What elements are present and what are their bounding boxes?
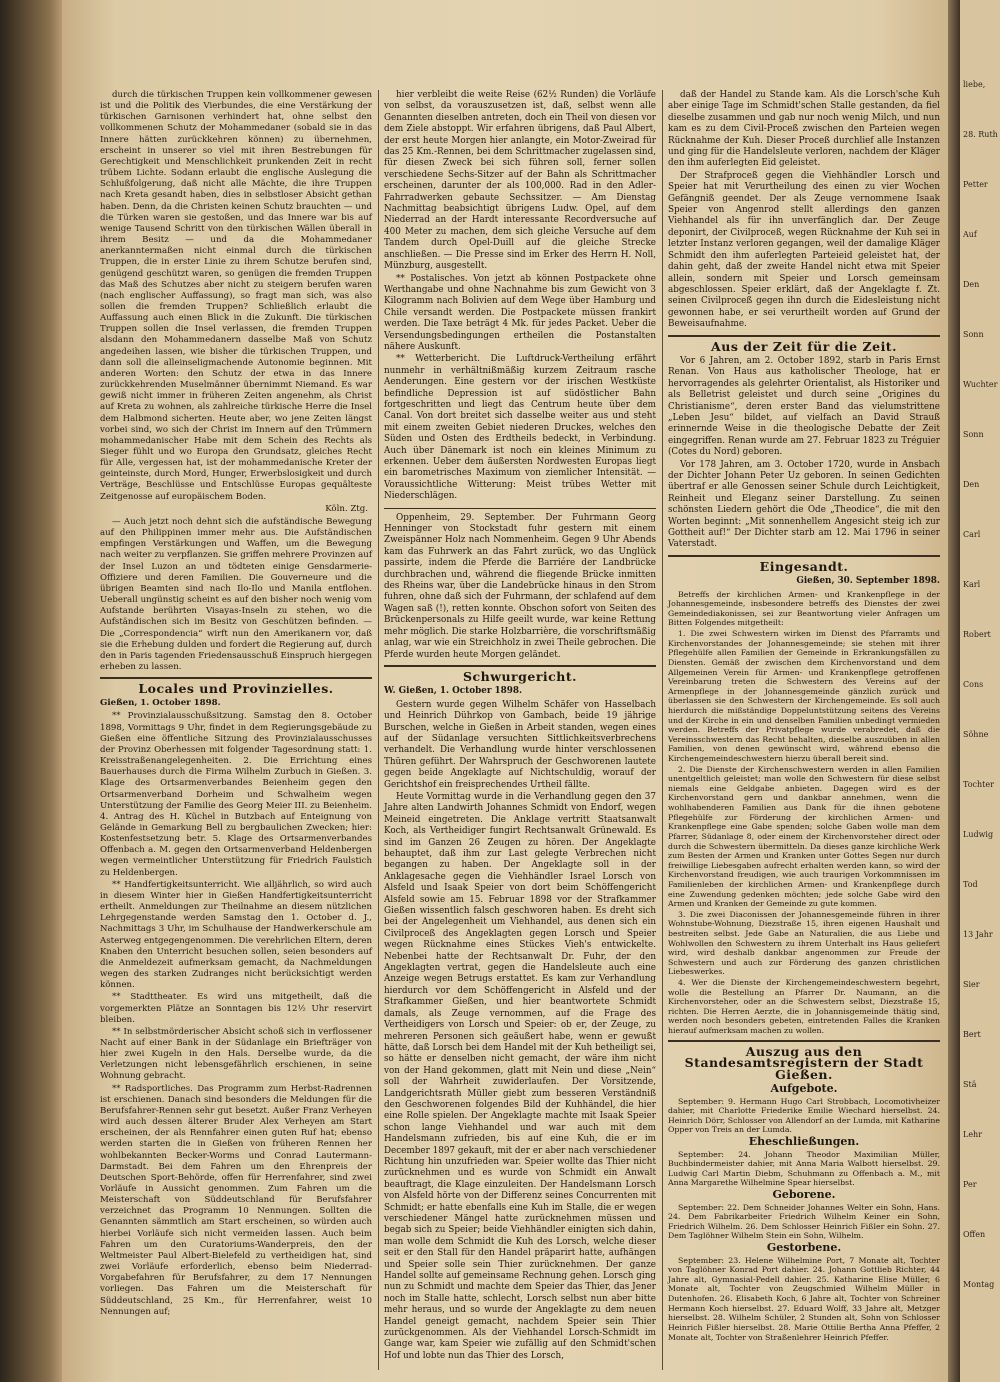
adjacent-page-edge (960, 0, 1000, 1382)
register-text: September: 24. Johann Theodor Maximilian Müller, Buchbindermeister dahier, mit Anna Maria Walbott hierselbst. 29. Ludwig Carl Martin Diebm, Schuhmann zu Offenbach a. M., mit Anna Margarethe Wilhelmine Spear hierselbst. (668, 1149, 940, 1188)
edge-text-fragment: Per (963, 1180, 977, 1189)
notice-text: 2. Die Dienste der Kirchenschwestern werden in allen Familien unentgeltlich geleistet; man wolle den Schwestern für diese selbst niemals eine Geldgabe anbieten. Dagegen wird es der Kirchenvorstand gern und dankbar annehmen, wenn die wohlhabenderen Familien aus Dank für die ihnen gebotene Pflegehülfe zur Förderung der kirchlichen Armen- und Krankenpflege eine Gabe spenden; solche Gaben wolle man dem Pfarrer, Südanlage 8, oder einem der Kirchenvorsteher direct oder durch die Schwestern übermitteln. Da dieses ganze kirchliche Werk zum Besten der Armen und Kranken unter Gottes Segen nur durch freiwillige Liebesgaben aufrecht erhalten werden kann, so wird der Kirchenvorstand freudigen, wie auch traurigen Vorkommnissen im Familienleben der kirchlichen Armen- und Krankenpflege durch eine Zuwendung gedenken möchten; jede solche Gabe wird den Armen und Kranken der Gemeinde zu gute kommen. (668, 764, 940, 909)
edge-text-fragment: Auf (963, 230, 977, 239)
section-divider (668, 335, 940, 337)
article-text: ** Provinzialausschußsitzung. Samstag den 8. October 1898, Vormittags 9 Uhr, findet in dem Regierungsgebäude zu Gießen eine öffentliche Sitzung des Provinzialausschusses der Provinz Oberhessen mit folgender Tagesordnung statt: 1. Kreisstraßenangelegenheiten. 2. Die Errichtung eines Bauerhauses durch die Firma Wilhelm Zurbuch in Gießen. 3. Klage des Ortsarmenverbandes Beienheim gegen den Ortsarmenverband Dorheim und Schwalheim wegen Unterstützung der Familie des Georg Meier III. zu Beienheim. 4. Antrag des H. Küchel in Butzbach auf Enteignung von Gelände in Gemarkung Bell zu bergbaulichen Zwecken; hier: Kostenfestsetzung betr. 5. Klage des Ortsarmenverbandes Offenbach a. M. gegen den Ortsarmenverband Heldenbergen wegen vermeintlicher Unterstützung für Friedrich Faulstich zu Heldenbergen. (100, 711, 372, 878)
article-text: ** Handfertigkeitsunterricht. Wie alljährlich, so wird auch in diesem Winter hier in Gießen Handfertigkeitsunterricht ertheilt. Anmeldungen zur Theilnahme an diesem nützlichen Lehrgegenstande werden Samstag den 1. October d. J., Nachmittags 3 Uhr, im Schulhause der Handwerkerschule am Asterweg entgegengenommen. Die verehrlichen Eltern, deren Knaben den Unterricht besuchen sollen, seien besonders auf die Anmeldezeit aufmerksam gemacht, da Nachmeldungen wegen des starken Zudranges nicht berücksichtigt werden können. (100, 879, 372, 991)
article-text: ** Postalisches. Von jetzt ab können Postpackete ohne Werthangabe und ohne Nachnahme bis zum Gewicht von 3 Kilogramm nach Bolivien auf dem Wege über Hamburg und Chile versandt werden. Die Postpackete müssen frankirt werden. Die Taxe beträgt 4 Mk. für jedes Packet. Ueber die Versendungsbedingungen ertheilen die Postanstalten nähere Auskunft. (384, 273, 656, 352)
article-text: Vor 6 Jahren, am 2. October 1892, starb in Paris Ernst Renan. Von Haus aus katholischer Theologe, hat er hervorragendes als gelehrter Orientalist, als Historiker und als Belletrist geleistet und durch seine „Origines du Christianisme“, deren erster Band das vielumstrittene „Leben Jesu“ bildet, auf vielfach an David Strauß erinnernde Weise in die theologische Debatte der Zeit eingegriffen. Renan wurde am 27. Februar 1823 zu Tréguier (Cotes du Nord) geboren. (668, 355, 940, 458)
edge-text-fragment: Petter (963, 180, 988, 189)
dateline: W. Gießen, 1. October 1898. (384, 686, 523, 697)
edge-text-fragment: Stä (963, 1080, 977, 1089)
edge-text-fragment: Bert (963, 1030, 981, 1039)
edge-text-fragment: Tochter (963, 780, 994, 789)
article-divider (384, 508, 656, 509)
section-heading: Auszug aus den Standesamtsregistern der Stadt Gießen. (684, 1043, 924, 1082)
edge-text-fragment: Carl (963, 530, 981, 539)
source-signature: Köln. Ztg. (325, 503, 368, 514)
article-text: ** In selbstmörderischer Absicht schoß sich in verflossener Nacht auf einer Bank in der Südanlage ein Briefträger von hier zwei Kugeln in den Hals. Derselbe wurde, da die Verletzungen nicht lebensgefährlich erschienen, in seine Wohnung gebracht. (100, 1026, 372, 1082)
column-divider (662, 90, 663, 1370)
register-subheading: Aufgebote. (770, 1081, 838, 1095)
article-text: ** Wetterbericht. Die Luftdruck-Vertheilung erfährt nunmehr in verhältnißmäßig kurzem Zeitraum rasche Aenderungen. Eine gestern vor der irischen Westküste befindliche Depression ist auf südöstlicher Bahn fortgeschritten und liegt das Centrum heute über dem Canal. Von dort breitet sich dasselbe weiter aus und steht mit einem zweiten Gebiet niederen Druckes, welches den Süden und Osten des Erdtheils bedeckt, in Verbindung. Auch über Dänemark ist noch ein kleines Minimum zu erkennen. Ueber dem äußersten Nordwesten Europas liegt ein barometrisches Maximum von ziemlicher Intensität. — Voraussichtliche Witterung: Meist trübes Wetter mit Niederschlägen. (384, 354, 656, 502)
edge-text-fragment: Sonn (963, 430, 984, 439)
article-text: Oppenheim, 29. September. Der Fuhrmann Georg Henninger von Stockstadt fuhr gestern mit einem Zweispänner Holz nach Nommenheim. Gegen 9 Uhr Abends kam das Fuhrwerk an das Fahrt zurück, wo das Unglück passirte, indem die Pferde die Barriére der Landbrücke durchbrachen und, während die fliegende Brücke inmitten des Rheins war, über die Landebrücke hinaus in den Strom fuhren, ohne daß sich der Fuhrmann, der schlafend auf dem Wagen saß (!), retten konnte. Obschon sofort von Seiten des Brückenpersonals zu Hilfe geeilt wurde, war keine Rettung mehr möglich. Die starke Holzbarrière, die vorschriftsmäßig anlag, war wie ein Streichholz in zwei Theile gebrochen. Die Pferde wurden heute Morgen geländet. (384, 512, 656, 660)
section-divider (100, 677, 372, 679)
edge-text-fragment: Tod (963, 880, 978, 889)
section-heading: Locales und Provinzielles. (138, 681, 334, 697)
column-2 (384, 90, 656, 1363)
notice-text: Betreffs der kirchlichen Armen- und Krankenpflege in der Johannesgemeinde, insbesondere betreffs des Dienstes der zwei Gemeindediakonissen, sei zur Beantwortung vieler Anfragen um Bitten Folgendes mitgetheilt: (668, 589, 940, 628)
edge-text-fragment: Den (963, 280, 980, 289)
section-divider (668, 555, 940, 557)
register-text: September: 22. Dem Schneider Johannes Welter ein Sohn, Hans. 24. Dem Fabrikarbeiter Friedrich Wilhelm Keiner ein Sohn, Friedrich Wilhelm. 26. Dem Schlosser Heinrich Fißler ein Sohn. 27. Dem Taglöhner Wilhelm Stein ein Sohn, Wilhelm. (668, 1202, 940, 1241)
edge-text-fragment: Den (963, 480, 980, 489)
section-divider (668, 1040, 940, 1042)
column-divider (378, 90, 379, 1370)
article-text: ** Radsportliches. Das Programm zum Herbst-Radrennen ist erschienen. Danach sind besonders die Meldungen für die Berufsfahrer-Rennen sehr gut besetzt. Außer Franz Verheyen wird auch dessen älterer Bruder Alex Verheyen am Start erscheinen, der als Rennfahrer einen guten Ruf hat; ebenso werden starten die in Gießen von früheren Rennen her wohlbekannten Becker-Worms und Conrad Lautermann-Darmstadt. Bei dem Fahren um den Ehrenpreis der Deutschen Sport-Behörde, offen für Herrenfahrer, sind zwei Vorläufe in Aussicht genommen. Zum Fahren um die Meisterschaft von Süddeutschland für Berufsfahrer verzeichnet das Programm 10 Nennungen. Sollten die Genannten sämmtlich am Start erscheinen, so würden auch hierbei Vorläufe sich nicht vermeiden lassen. Auch beim Fahren um den Curatoriums-Wanderpreis, den der Weltmeister Paul Albert-Bielefeld zu vertheidigen hat, sind zwei Vorläufe erforderlich, ebenso beim Niederrad-Vorgabefahren für Berufsfahrer, zu dem 17 Nennungen vorliegen. Das Fahren um die Meisterschaft für Süddeutschland, 25 Km., für Herrenfahrer, weist 10 Nennungen auf; (100, 1083, 372, 1317)
edge-text-fragment: Karl (963, 580, 981, 589)
section-heading: Aus der Zeit für die Zeit. (711, 338, 897, 354)
article-text: durch die türkischen Truppen kein vollkommener gewesen ist und die Politik des Vierbundes, die eine Verstärkung der türkischen Garnisonen verhindert hat, ohne selbst den vollkommenen Schutz der Mohammedaner (sobald sie in das Innere hätten zurückkehren können) zu übernehmen, erscheint in unserer so viel mit ihren Bestrebungen für Gerechtigkeit und Menschlichkeit prunkenden Zeit in recht trübem Lichte. Sodann erlaubt die englische Auslegung die Schlußfolgerung, daß nicht alle Mächte, die ihre Truppen nach Kreta gesandt haben, dies in selbstloser Absicht gethan haben. Denn, da die Christen keinen Schutz brauchten — und die Türken waren sie gestoßen, und das Innere war bis auf wenige Tausend Schritt von den türkischen Wällen überall in ihrem Besitz — und da die Mohammedaner anerkanntermaßen nicht einmal durch die türkischen Truppen, die in erster Linie zu ihrem Schutze berufen sind, genügend geschützt waren, so genügen die fremden Truppen das Maß des Schutzes aber nicht zu steigern berufen waren (nach englischer Auffassung), so fragt man sich, was also sollen die fremden Truppen? Schließlich erlaubt die Auffassung auch einen Blick in die Zukunft. Die türkischen Truppen sollen die Insel verlassen, die fremden Truppen alsdann den Mohammedanern dasselbe Maß von Schutz angedeihen lassen, wie bisher die türkischen Truppen, und dann soll die alleinseligmachende Autonomie beginnen. Mit anderen Worten: den Schutz der etwa in das Innere zurückkehrenden Muselmänner übernimmt Niemand. Es war gewiß nicht immer in früheren Zeiten angenehm, als Christ auf Kreta zu wohnen, als zahlreiche türkische Herre die Insel dem Halbmond sicherten. Heute aber, wo jene Zeiten längst vorbei sind, wo sich der Christ im Innern auf den Trümmern mohammedanischer Habe mit dem Schein des Rechts als Sieger fühlt und wo Europa den Grundsatz, gleiches Recht für Alle, vergessen hat, ist der mohammedanische Kreter der geinteinste, durch Mord, Hunger, Erwerbslosigkeit und durch Verträge, Beschlüsse und Entschlüsse Europas gequälteste Zeitgenosse auf europäischem Boden. (100, 90, 372, 502)
edge-text-fragment: 28. Ruth (963, 130, 998, 139)
edge-text-fragment: Robert (963, 630, 991, 639)
notice-text: 3. Die zwei Diaconissen der Johannesgemeinde führen in ihrer Wohnstube-Wohnung, Diezstraße 15, ihren eigenen Haushalt und bestreiten selbst. Jede Gabe an Naturalien, die aus Liebe und Wohlwollen den Schwestern zu ihrem Unterhalt ins Haus geliefert wird, wird deshalb dankbar angenommen zur Freude der Schwestern und auch zur Förderung des ganzen christlichen Liebeswerkes. (668, 909, 940, 977)
section-heading: Eingesandt. (759, 558, 849, 574)
edge-text-fragment: Cons (963, 680, 984, 689)
dateline: Gießen, 1. October 1898. (100, 698, 221, 709)
notice-text: 4. Wer die Dienste der Kirchengemeindeschwestern begehrt, wolle die Bestellung an Pfarrer Dr. Naumann, an die Kirchenvorsteher, oder an die Schwestern selbst, Diezstraße 15, richten. Die Herren Aerzte, die in Johannisgemeinde thätig sind, werden noch besonders gebeten, eintretenden Falles die Kranken hierauf aufmerksam machen zu wollen. (668, 978, 940, 1036)
article-text: Gestern wurde gegen Wilhelm Schäfer von Hasselbach und Heinrich Dührkop von Gambach, beide 19 jährige Burschen, welche in Gießen in Arbeit standen, wegen eines auf der Südanlage versuchten Sittlichkeitsverbrechens verhandelt. Die Verhandlung wurde hinter verschlossenen Thüren geführt. Der Wahrspruch der Geschworenen lautete gegen beide Angeklagte auf Nichtschuldig, worauf der Gerichtshof ein freisprechendes Urtheil fällte. (384, 699, 656, 790)
article-text: hier verbleibt die weite Reise (62½ Runden) die Vorläufe von selbst, da vorauszusetzen ist, daß, selbst wenn alle Genannten dieselben antreten, doch ein Theil von diesen vor dem Ziele abstoppt. Wir erfahren übrigens, daß Paul Albert, der erst heute Morgen hier anlangte, ein Motor-Zweirad für das 25 Km.-Rennen, bei dem Schrittmacher zugelassen sind, für diesen Zweck bei sich führen soll, ferner sollen verschiedene Sechs-Sitzer auf der Bahn als Schrittmacher erscheinen, darunter der als 100,000. Rad in den Adler-Fahrradwerken gebaute Sechssitzer. — Am Dienstag Nachmittag beabsichtigt übrigens Ludw. Opel, auf dem Niederrad an der Hardt interessante Recordversuche auf 400 Meter zu machen, dem sich gleiche Versuche auf dem Tandem durch Opel-Duill auf die gleiche Strecke anschließen. — Die Presse sind im Erker des Herrn H. Noll, Münzburg, ausgestellt. (384, 90, 657, 272)
register-subheading: Gestorbene. (766, 1241, 842, 1255)
notice-text: 1. Die zwei Schwestern wirken im Dienst des Pfarramts und Kirchenvorstandes der Johannesgemeinde; sie stehen mit ihrer Pflegehülfe allen Familien der Gemeinde in Erkrankungsfällen zu Diensten. Gemäß der zwischen dem Kirchenvorstand und dem Allgemeinen Verein für Armen- und Krankenpflege getroffenen Vereinbarung treten die Schwestern des Vereins auf der Armenpflege in der Johannesgemeinde gänzlich zurück und überlassen sie den Schwestern der Kirchengemeinde. Es soll auch hierdurch die mißständige Doppeluntstützung seitens des Vereins und der Kirche in ein und denselben Familien unbedingt vermieden werden. Betreffs der Privatpflege wurde verabredet, daß die Vereinsschwestern das Recht behalten, dieselbe auszuüben in allen Familien, von denen gewünscht wird, während ebenso die Kirchengemeindeschwestern hierzu überall bereit sind. (668, 629, 940, 764)
edge-text-fragment: Sier (963, 980, 980, 989)
edge-text-fragment: Ludwig (963, 830, 994, 839)
edge-text-fragment: liebe, (963, 80, 986, 89)
notice-block (668, 590, 940, 1036)
dateline: Gießen, 30. September 1898. (796, 576, 940, 587)
article-text: ** Stadttheater. Es wird uns mitgetheilt, daß die vorgemerkten Plätze an Sonntagen bis 12½ Uhr reservirt bleiben. (100, 992, 372, 1025)
section-heading: Schwurgericht. (462, 668, 577, 684)
register-text: September: 23. Helene Wilhelmine Port, 7 Monate alt, Tochter von Taglöhner Konrad Port dahier. 24. Johann Gottlieb Richter, 44 Jahre alt, Gymnasial-Pedell dahier. 25. Katharine Elise Müller, 6 Monate alt, Tochter von Zeugschmied Wilhelm Müller in Dutenhofen. 26. Elisabeth Koch, 6 Jahre alt, Tochter von Schreiner Hermann Koch hierselbst. 27. Eduard Wolff, 33 Jahre alt, Metzger hierselbst. 28. Wilhelm Schüler, 2 Stunden alt, Sohn von Schlosser Heinrich Fißler hierselbst. 28. Marie Ottilie Bertha Anna Pfeffer, 2 Monate alt, Tochter von Straßenlehrer Heinrich Pfeffer. (668, 1255, 940, 1342)
section-divider (384, 665, 656, 667)
column-3 (668, 90, 940, 1343)
edge-text-fragment: Sonn (963, 330, 984, 339)
article-text: Der Strafproceß gegen die Viehhändler Lorsch und Speier hat mit Verurtheilung des einen zu vier Wochen Gefängniß geendet. Der als Zeuge vernommene Isaak Speier von Angenrod stellt allerdings den ganzen Viehhandel als für ihn unverfänglich dar. Der Zeuge deponirt, der Civilproceß, wegen Rücknahme der Kuh sei in letzter Instanz verloren gegangen, weil der damalige Kläger Schmidt den ihm auferlegten Parteieid geleistet hat, der dahin geht, daß der zweite Handel nicht etwa mit Speier allein, sondern mit Speier und Lorsch gemeinsam abgeschlossen. Speier erklärt, daß der Angeklagte f. Zt. seinen Civilproceß gegen ihn durch die Eidesleistung nicht gewonnen habe, er sei verurtheilt worden auf Grund der Beweisaufnahme. (668, 170, 940, 330)
page-gutter (948, 0, 960, 1382)
column-1 (100, 90, 372, 1319)
register-subheading: Eheschließungen. (748, 1134, 860, 1148)
edge-text-fragment: 13 Jahr (963, 930, 993, 939)
edge-text-fragment: Offen (963, 1230, 986, 1239)
article-text: daß der Handel zu Stande kam. Als die Lorsch'sche Kuh aber einige Tage im Schmidt'schen Stalle gestanden, da fiel dieselbe zusammen und gab nur noch wenig Milch, und nun kam es zu dem Civil-Proceß zwischen den Parteien wegen Rücknahme der Kuh. Dieser Proceß durchlief alle Instanzen und ging für die Handelsleute verloren, nachdem der Kläger den ihm auferlegten Eid geleistet. (668, 90, 940, 169)
edge-text-fragment: Söhne (963, 730, 989, 739)
edge-text-fragment: Lehr (963, 1130, 983, 1139)
article-text: Vor 178 Jahren, am 3. October 1720, wurde in Ansbach der Dichter Johann Peter Uz geboren. In seinen Gedichten übertraf er alle Genossen seiner Schule durch Leichtigkeit, Reinheit und Eleganz seiner Darstellung. Zu seinen schönsten Liedern gehört die Ode „Theodice“, die mit den Worten beginnt: „Mit sonnenhellem Angesicht steig ich zur Gottheit auf!“ Der Dichter starb am 12. Mai 1796 in seiner Vaterstadt. (668, 459, 940, 550)
book-binding (0, 0, 62, 1382)
article-text: Heute Vormittag wurde in die Verhandlung gegen den 37 Jahre alten Landwirth Johannes Schmidt von Endorf, wegen Meineid eingetreten. Die Anklage vertritt Staatsanwalt Koch, als Vertheidiger fungirt Rechtsanwalt Grünewald. Es sind im Ganzen 26 Zeugen zu hören. Der Angeklagte behauptet, daß ihm zur Last gelegte Verbrechen nicht begangen zu haben. Der Angeklagte soll in der Anklagesache gegen die Viehhändler Israel Lorsch von Alsfeld und Isaak Speier von dort beim Schöffengericht Alsfeld sowie am 15. Februar 1898 vor der Strafkammer Gießen wissentlich falsch geschworen haben. Es dreht sich bei der Angelegenheit um Viehhandel, aus denen sich ein Civilproceß des Angeklagten gegen Lorsch und Speier wegen Rücknahme eines Stückes Vieh's entwickelte. Nebenbei hatte der Rechtsanwalt Dr. Fuhr, der den Angeklagten vertrat, gegen die Handelsleute auch eine Anzeige wegen Betrugs erstattet. Es kam zur Verhandlung hierdurch vor dem Schöffengericht in Alsfeld und der Strafkammer Gießen, und hier beantwortete Schmidt damals, als Zeuge vernommen, auf die Frage des Vertheidigers von Lorsch und Speier: ob er, der Zeuge, zu mehreren Personen sich geäußert habe, wenn er gewußt hätte, daß Lorsch bei dem Handel mit der Kuh betheiligt sei, so hätte er denselben nicht gemacht, der wäre ihm nicht von der Hand gekommen, glatt mit Nein und diese „Nein“ soll der Wahrheit zuwiderlaufen. Der Vorsitzende, Landgerichtsrath Müller giebt zum besseren Verständniß den Geschworenen folgendes Bild der Kuhhändel, die hier eine Rolle spielen. Der Angeklagte machte mit Isaak Speier schon lange Viehhandel und war auch mit dem Handelsmann zufrieden, bis auf eine Kuh, die er im December 1897 gekauft, mit der er aber nach verschiedener Richtung hin unzufrieden war. Speier wollte das Thier nicht zurücknehmen und es wurde von Schmidt ein Anwalt beauftragt, die Klage einzuleiten. Der Handelsmann Lorsch von Alsfeld hörte von der Differenz seines Concurrenten mit Schmidt; er hatte ebenfalls eine Kuh im Stalle, die er wegen verschiedener Mängel hatte zurücknehmen müssen und begab sich zu Speier; beide Viehhändler einigten sich dahin, man wolle dem Schmidt die Kuh des Lorsch, welche dieser seit er den Stall für den Handel präparirt hatte, aufhängen und Speier solle sein Thier zurücknehmen. Der ganze Handel sollte auf gemeinsame Rechnung gehen. Lorsch ging nun zu Schmidt und machte dem Speier das Thier, das Jener noch im Stalle hatte, schlecht, Lorsch selbst nun aber bitte mehr heraus, und so wurde der Angeklagte zu dem neuen Handel geneigt gemacht, nachdem Speier sein Thier zurückgenommen. Als der Viehhandel Lorsch-Schmidt im Gange war, kam Speier wie zufällig auf den Schmidt'schen Hof und lobte nun das Thier des Lorsch, (384, 791, 656, 1361)
register-text: September: 9. Hermann Hugo Carl Strobbach, Locomotivheizer dahier, mit Charlotte Friederike Emilie Wiechard hierselbst. 24. Heinrich Dörr, Schlosser von Allendorf an der Lumda, mit Katharine Opper von Treis an der Lumda. (668, 1096, 940, 1135)
edge-text-fragment: Wuchter (963, 380, 998, 389)
article-text: — Auch jetzt noch dehnt sich die aufständische Bewegung auf den Philippinen immer mehr aus. Die Aufständischen empfingen Verstärkungen und Waffen, um die Bewegung nach weiter zu verpflanzen. Sie griffen mehrere Provinzen auf der Insel Luzon an und tödteten einige Gensdarmerie-Offiziere und deren Familien. Die Gouverneure und die übrigen Beamten sind nach Ilo-Ilo und Manila entflohen. Ueberall ungünstig scheint es auf den bisher noch wenig vom Aufstande berührten Visayas-Inseln zu stehen, wo die Aufständischen sich im Besitz von Geschützen befinden. — Die „Correspondencia“ wirft nun den Amerikanern vor, daß sie die Erhebung dulden und fordert die Regierung auf, durch den in Paris tagenden Friedensausschuß Einspruch hiergegen erheben zu lassen. (100, 516, 372, 672)
register-block (668, 1081, 940, 1342)
register-subheading: Geborene. (772, 1188, 836, 1201)
edge-text-fragment: Montag (963, 1280, 995, 1289)
